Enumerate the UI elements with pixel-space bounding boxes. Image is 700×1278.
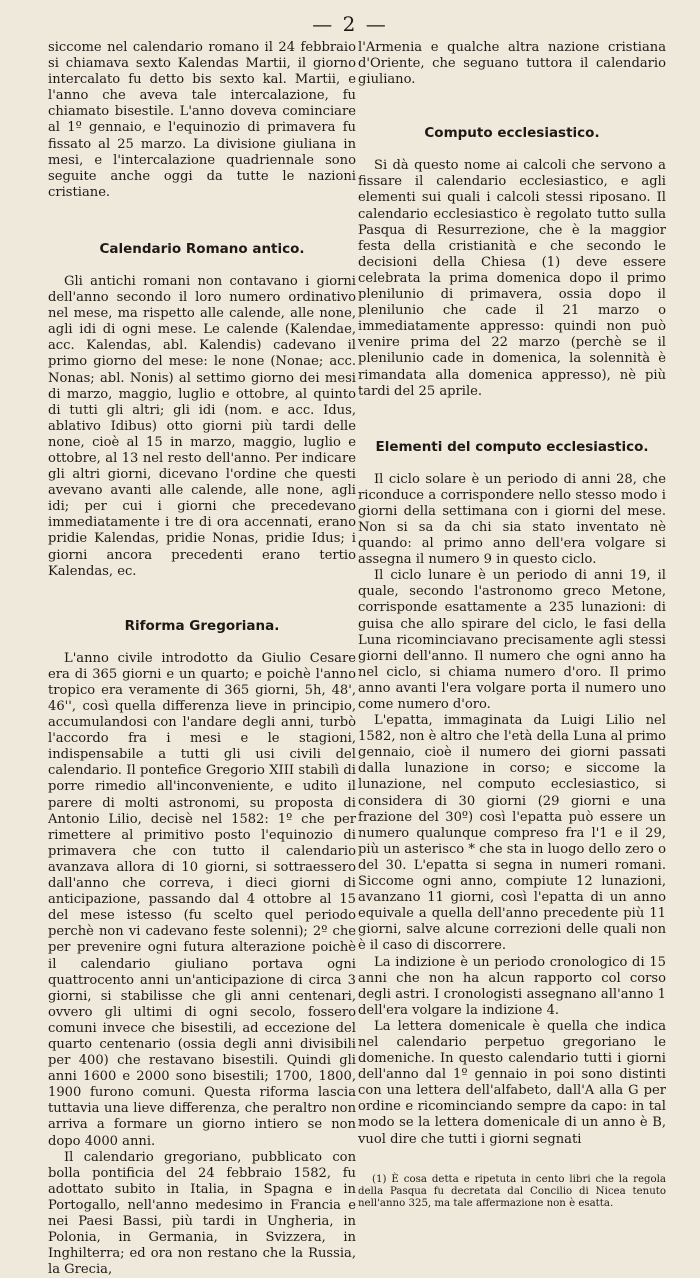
right-column (358, 40, 666, 1211)
paragraph: Il calendario gregoriano, pubblicato con bolla pontificia del 24 febbraio 1582, fu adottato subito in Italia, in Spagna e in Portogallo, nell'anno medesimo in Francia e nei Paesi Bassi, più tardi in Ungheria, in Polonia, in Germania, in Svizzera, in Inghilterra; ed ora non restano che la Russia, la Grecia, (48, 1149, 356, 1278)
paragraph: Il ciclo solare è un periodo di anni 28, che riconduce a corrispondere nello stesso modo i giorni della settimana con i giorni del mese. Non si sa da chi sia stato inventato nè quando: al primo anno dell'era volgare si assegna il numero 9 in questo ciclo. (358, 471, 666, 568)
paragraph: siccome nel calendario romano il 24 febbraio si chiamava sexto Kalendas Martii, il giorno intercalato fu detto bis sexto kal. Martii, e l'anno che aveva tale intercalazione, fu chiamato bisestile. L'anno doveva cominciare al 1º gennaio, e l'equinozio di primavera fu fissato al 25 marzo. La divisione giuliana in mesi, e l'intercalazione quadriennale sono seguite anche oggi da tutte le nazioni cristiane. (48, 40, 356, 200)
section-heading: Calendario Romano antico. (99, 240, 305, 257)
footnote (358, 1166, 666, 1211)
page-number: — 2 — (312, 12, 388, 36)
paragraph: L'anno civile introdotto da Giulio Cesare era di 365 giorni e un quarto; e poichè l'anno tropico era veramente di 365 giorni, 5h, 48', 46'', così quella differenza lieve in principio, accumulandosi con l'andare degli anni, turbò l'accordo fra i mesi e le stagioni, indispensabile a tutti gli usi civili del calendario. Il pontefice Gregorio XIII stabilì di porre rimedio all'inconveniente, e udito il parere di molti astronomi, su proposta di Antonio Lilio, decisè nel 1582: 1º che per rimettere al primitivo posto l'equinozio di primavera che con tutto il calendario avanzava allora di 10 giorni, si sottraessero dall'anno che correva, i dieci giorni di anticipazione, passando dal 4 ottobre al 15 del mese istesso (fu scelto quel periodo perchè non vi cadevano feste solenni); 2º che per prevenire ogni futura alterazione poichè il calendario giuliano portava ogni quattrocento anni un'anticipazione di circa 3 giorni, si stabilisse che gli anni centenari, ovvero gli ultimi di ogni secolo, fossero comuni invece che bisestili, ad eccezione del quarto centenario (ossia degli anni divisibili per 400) che restavano bisestili. Quindi gli anni 1600 e 2000 sono bisestili; 1700, 1800, 1900 furono comuni. Questa riforma lascia tuttavia una lieve differenza, che peraltro non arriva a formare un giorno intiero se non dopo 4000 anni. (48, 650, 356, 1149)
left-column (48, 40, 356, 1278)
paragraph: Si dà questo nome ai calcoli che servono a fissare il calendario ecclesiastico, e agli elementi sui quali i calcoli stessi riposano. Il calendario ecclesiastico è regolato tutto sulla Pasqua di Resurrezione, che è la maggior festa della cristianità e che secondo le decisioni della Chiesa (1) deve essere celebrata la prima domenica dopo il primo plenilunio di primavera, ossia dopo il plenilunio che cade il 21 marzo o immediatamente appresso: quindi non può venire prima del 22 marzo (perchè se il plenilunio cade in domenica, la solennità è rimandata alla domenica appresso), nè più tardi del 25 aprile. (358, 158, 666, 399)
paragraph: l'Armenia e qualche altra nazione cristiana d'Oriente, che seguano tuttora il calendario giuliano. (358, 40, 666, 88)
footnote-text: (1) È cosa detta e ripetuta in cento libri che la regola della Pasqua fu decretata dal Concilio di Nicea tenuto nell'anno 325, ma tale affermazione non è esatta. (358, 1173, 666, 1210)
paragraph: La lettera domenicale è quella che indica nel calendario perpetuo gregoriano le domeniche. In questo calendario tutti i giorni dell'anno dal 1º gennaio in poi sono distinti con una lettera dell'alfabeto, dall'A alla G per ordine e ricominciando sempre da capo: in tal modo se la lettera domenicale di un anno è B, vuol dire che tutti i giorni segnati (358, 1018, 666, 1147)
section-heading: Riforma Gregoriana. (124, 617, 280, 634)
section-heading: Computo ecclesiastico. (424, 125, 600, 142)
section-heading: Elementi del computo ecclesiastico. (375, 438, 649, 455)
paragraph: Gli antichi romani non contavano i giorni dell'anno secondo il loro numero ordinativo nel mese, ma rispetto alle calende, alle none, agli idi di ogni mese. Le calende (Kalendae, acc. Kalendas, abl. Kalendis) cadevano il primo giorno del mese: le none (Nonae; acc. Nonas; abl. Nonis) al settimo giorno dei mesi di marzo, maggio, luglio e ottobre, al quinto di tutti gli altri; gli idi (nom. e acc. Idus, ablativo Idibus) otto giorni più tardi delle none, cioè al 15 in marzo, maggio, luglio e ottobre, al 13 nel resto dell'anno. Per indicare gli altri giorni, dicevano l'ordine che questi avevano avanti alle calende, alle none, agli idi; per cui i giorni che precedevano immediatamente i tre di ora accennati, erano pridie Kalendas, pridie Nonas, pridie Idus; i giorni ancora precedenti erano tertio Kalendas, ec. (48, 273, 356, 579)
paragraph: Il ciclo lunare è un periodo di anni 19, il quale, secondo l'astronomo greco Metone, corrisponde esattamente a 235 lunazioni: di guisa che allo spirare del ciclo, le fasi della Luna ricominciavano precisamente agli stessi giorni dell'anno. Il numero che ogni anno ha nel ciclo, si chiama numero d'oro. Il primo anno avanti l'era volgare porta il numero uno come numero d'oro. (358, 568, 666, 712)
paragraph: La indizione è un periodo cronologico di 15 anni che non ha alcun rapporto col corso degli astri. I cronologisti assegnano all'anno 1 dell'era volgare la indizione 4. (358, 954, 666, 1018)
paragraph: L'epatta, immaginata da Luigi Lilio nel 1582, non è altro che l'età della Luna al primo gennaio, cioè il numero dei giorni passati dalla lunazione in corso; e siccome la lunazione, nel computo ecclesiastico, si considera di 30 giorni (29 giorni e una frazione del 30º) così l'epatta può essere un numero qualunque compreso fra l'1 e il 29, più un asterisco * che sta in luogo dello zero o del 30. L'epatta si segna in numeri romani. Siccome ogni anno, compiute 12 lunazioni, avanzano 11 giorni, così l'epatta di un anno equivale a quella dell'anno precedente più 11 giorni, salve alcune correzioni delle quali non è il caso di discorrere. (358, 713, 666, 954)
